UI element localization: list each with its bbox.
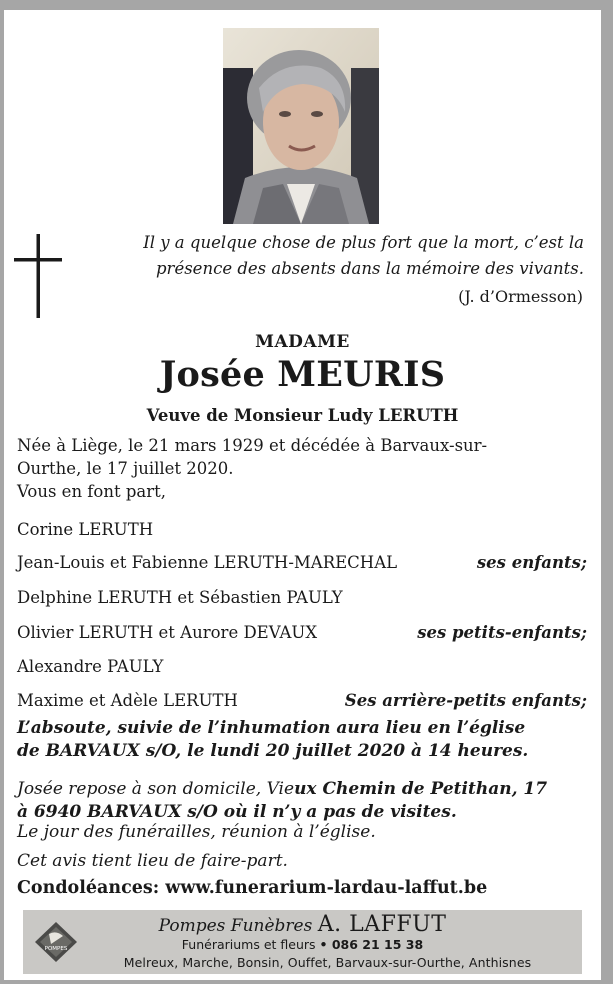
logo-text: POMPES <box>44 946 68 952</box>
cross-icon <box>14 234 64 318</box>
quote-author: (J. d’Ormesson) <box>458 287 583 306</box>
family-row <box>17 655 587 679</box>
ceremony-line: L’absoute, suivie de l’inhumation aura lieu en l’église <box>17 718 526 738</box>
family-names: Corine LERUTH <box>17 520 154 539</box>
family-names: Alexandre PAULY <box>17 657 164 676</box>
family-role: ses petits-enfants; <box>417 623 587 642</box>
locations-line: Melreux, Marche, Bonsin, Ouffet, Barvaux-sur-Ourthe, Anthisnes <box>123 955 532 970</box>
birth-line: Née à Liège, le 21 mars 1929 et décédée à Barvaux-sur- <box>17 436 488 455</box>
repose-line <box>17 801 597 824</box>
condolences-link[interactable]: Condoléances: www.funerarium-lardau-laffut.be <box>17 878 488 898</box>
ceremony-paragraph <box>17 717 597 763</box>
honorific: MADAME <box>255 332 350 352</box>
phone-number[interactable]: • 086 21 15 38 <box>319 937 424 952</box>
obituary-notice <box>4 10 601 980</box>
brand-prefix: Pompes Funèbres <box>158 916 313 936</box>
family-names: Maxime et Adèle LERUTH <box>17 691 238 710</box>
family-row <box>17 518 587 542</box>
funeral-day-note: Le jour des funérailles, réunion à l’église. <box>17 822 376 842</box>
quote-line: Il y a quelque chose de plus fort que la mort, c’est la <box>143 233 584 252</box>
repose-address: ux Chemin de Petithan, 17 <box>294 779 548 799</box>
brand-line <box>23 912 582 937</box>
brand-name: A. LAFFUT <box>317 912 447 937</box>
notice-note: Cet avis tient lieu de faire-part. <box>17 851 288 871</box>
family-role: ses enfants; <box>476 553 587 572</box>
repose-line <box>17 778 597 801</box>
family-role: Ses arrière-petits enfants; <box>344 691 587 710</box>
portrait-photo <box>223 28 379 224</box>
contact-line <box>23 937 582 952</box>
repose-paragraph <box>17 778 597 824</box>
family-names: Delphine LERUTH et Sébastien PAULY <box>17 588 343 607</box>
quote-line: présence des absents dans la mémoire des vivants. <box>156 259 584 278</box>
birth-line: Ourthe, le 17 juillet 2020. <box>17 459 234 478</box>
ceremony-line: de BARVAUX s/O, le lundi 20 juillet 2020 à 14 heures. <box>17 741 529 761</box>
epigraph-quote <box>84 230 584 282</box>
family-names: Olivier LERUTH et Aurore DEVAUX <box>17 623 318 642</box>
family-row <box>17 551 587 575</box>
widow-line: Veuve de Monsieur Ludy LERUTH <box>146 406 459 425</box>
announce-line: Vous en font part, <box>17 482 167 501</box>
repose-text: Josée repose à son domicile, Vie <box>17 779 295 799</box>
contact-label: Funérariums et fleurs <box>181 937 316 952</box>
birth-death-paragraph <box>17 434 557 503</box>
funeral-home-banner <box>23 910 582 974</box>
deceased-name: Josée MEURIS <box>159 354 446 395</box>
family-row <box>17 586 587 610</box>
repose-address-line: à 6940 BARVAUX s/O où il n’y a pas de visites. <box>17 802 457 822</box>
family-row <box>17 621 587 645</box>
family-names: Jean-Louis et Fabienne LERUTH-MARECHAL <box>17 553 398 572</box>
family-row <box>17 689 587 713</box>
